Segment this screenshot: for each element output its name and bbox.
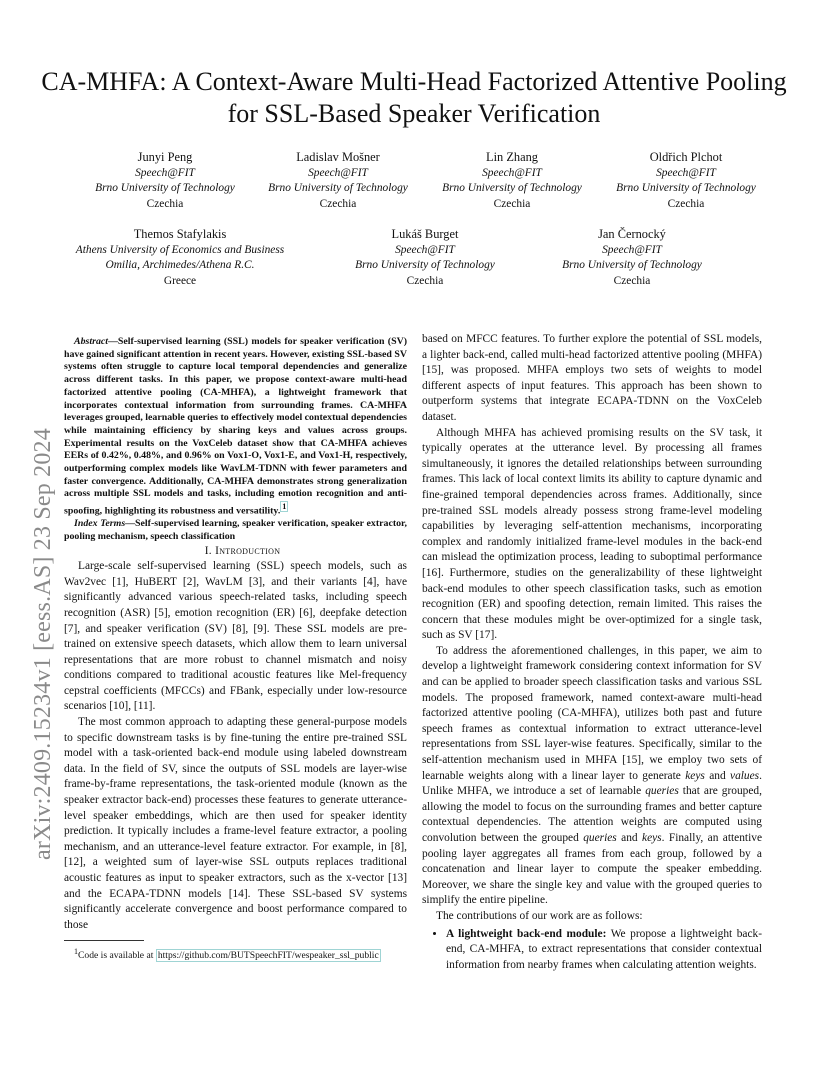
author-dept: Speech@FIT [308, 166, 368, 179]
intro-paragraph: The most common approach to adapting these general-purpose models to specific downstream tasks is by fine-tuning the entire pre-trained SSL model with a task-oriented back-end module using labeled downstream data. In the field of SV, since the outputs of SSL models are layer-wise frame-by-frame representations, the task-oriented module (known as the speaker extractor back-end) processes these features to generate utterance-level speaker embeddings, which are then used for speaker identity prediction. It typically includes a frame-level feature extractor, a pooling mechanism, and an utterance-level feature extractor. For example, in [8], [12], a weighted sum of layer-wise SSL outputs replaces traditional acoustic features as input to speaker extractors, such as the x-vector [13] and the ECAPA-TDNN models [14]. These SSL-based SV systems significantly accelerate convergence and boost performance compared to those [64, 716, 407, 931]
author-org: Brno University of Technology [95, 182, 235, 194]
author-block [243, 150, 433, 212]
bullet-text: We propose a lightweight back-end, CA-MHFA, to extract representations that consider contextual information from nearby frames when calculating attention weights. [446, 927, 762, 971]
author-name: Jan Černocký [598, 227, 666, 241]
body-paragraph: Although MHFA has achieved promising results on the SV task, it typically operates at the utterance level. By processing all frames simultaneously, it ignores the detailed relationships between surrounding frames. This lack of local context limits its ability to capture dynamic and fine-grained temporal dependencies across frames. Additionally, since pre-trained SSL models already possess strong frame-level modeling capabilities by leveraging self-attention mechanisms, incorporating complex and randomly initialized frame-level modules in the back-end can mislead the optimization process, leading to suboptimal performance [16]. Furthermore, studies on the generalizability of these lightweight back-end modules to other speech classification tasks, such as emotion recognition (ER) and spoofing detection, remain limited. This raises the concern that these modules might be over-optimized for a single task, such as SV [17]. [422, 426, 762, 642]
abstract: Abstract—Self-supervised learning (SSL) models for speaker verification (SV) have gained significant attention in recent years. However, existing SSL-based SV systems often struggle to capture local temporal dependencies and generalize across different tasks. In this paper, we propose context-aware multi-head factorized attentive pooling (CA-MHFA), a lightweight framework that incorporates contextual information from surrounding frames. CA-MHFA leverages grouped, learnable queries to effectively model contextual dependencies while maintaining efficiency by sharing keys and values across groups. Experimental results on the VoxCeleb dataset show that CA-MHFA achieves EERs of 0.42%, 0.48%, and 0.96% on Vox1-O, Vox1-E, and Vox1-H, respectively, outperforming complex models like WavLM-TDNN with fewer parameters and faster convergence. Additionally, CA-MHFA demonstrates strong generalization across multiple SSL models and tasks, including emotion recognition and anti-spoofing, highlighting its robustness and versatility. $^1$ [64, 336, 407, 517]
section-title: Introduction [215, 544, 281, 557]
index-terms: Index Terms—Self-supervised learning, speaker verification, speaker extractor, pooling mechanism, speech classification [64, 518, 407, 542]
footnote-ref-link[interactable]: 1 [282, 502, 287, 512]
author-place: Czechia [613, 274, 651, 287]
text-run: . Finally, an attentive pooling layer aggregates all frames from each group, followed by a concatenation and linear layer to compute the speaker embedding. Moreover, we share the single key and value with the grouped queries to simplify the entire pipeline. [422, 832, 763, 907]
section-heading [64, 544, 407, 560]
text-run: and [621, 832, 638, 844]
author-block [330, 227, 520, 289]
author-block [60, 227, 300, 289]
author-dept: Speech@FIT [135, 166, 195, 179]
author-dept: Speech@FIT [602, 243, 662, 256]
footnote-url-link[interactable]: https://github.com/BUTSpeechFIT/wespeaker_ssl_public [157, 950, 379, 962]
author-org: Brno University of Technology [562, 259, 702, 271]
body-paragraph: The contributions of our work are as follows: [436, 909, 643, 922]
term-values: values [730, 769, 760, 782]
author-place: Czechia [406, 274, 444, 287]
text-run: that are grouped, allowing the model to focus on the surrounding frames and better capture contextual dependencies. The attention weights are computed using convolution between the grouped [422, 785, 762, 844]
author-org: Brno University of Technology [268, 182, 408, 194]
section-number: I. [204, 544, 212, 557]
author-place: Czechia [667, 197, 705, 210]
abstract-label: Abstract [74, 336, 109, 347]
author-org: Omilia, Archimedes/Athena R.C. [105, 259, 255, 271]
author-place: Czechia [146, 197, 184, 210]
author-block [417, 150, 607, 212]
term-keys: keys [642, 832, 662, 844]
author-name: Junyi Peng [137, 150, 193, 164]
author-org: Brno University of Technology [355, 259, 495, 271]
text-run: . Unlike MHFA, we introduce a set of learnable [422, 769, 762, 798]
index-terms-label: Index Terms [74, 518, 126, 530]
author-dept: Speech@FIT [656, 166, 716, 179]
author-place: Greece [163, 274, 197, 287]
author-name: Lukáš Burget [391, 227, 459, 241]
author-block [70, 150, 260, 212]
text-run: To address the aforementioned challenges, in this paper, we aim to develop a lightweight framework considering context information for SV and can be applied to broader speech classification tasks and various SSL models. The proposed framework, named context-aware multi-head factorized attentive pooling (CA-MHFA), utilizes both past and future speech frames as contextual information to extract utterance-level representations from SSL layer-wise features. Specifically, similar to the self-attention mechanism used in MHFA [15], we employ two sets of learnable weights along with a linear layer to generate [422, 644, 762, 782]
index-terms-text: Self-supervised learning, speaker verification, speaker extractor, pooling mechanism, speech classification [64, 518, 407, 542]
arxiv-stamp: arXiv:2409.15234v1 [eess.AS] 23 Sep 2024 [30, 428, 56, 860]
intro-paragraph: Large-scale self-supervised learning (SSL) speech models, such as Wav2vec [1], HuBERT [2], WavLM [3], and their variants [4], have significantly advanced various speech-related tasks, including speech recognition (ASR) [5], emotion recognition (ER) [6], deepfake detection [7], and speaker verification (SV) [8], [9]. These SSL models are pre-trained on extensive speech datasets, which allow them to learn universal representations that are more robust to channel mismatch and noisy conditions compared to traditional acoustic features like Mel-frequency cepstral coefficients (MFCCs) and FBank, especially under low-resource scenarios [10], [11]. [64, 560, 407, 713]
footnote-mark: 1 [74, 947, 78, 956]
term-queries: queries [645, 785, 679, 798]
author-dept: Speech@FIT [395, 243, 455, 256]
left-column [64, 336, 407, 933]
author-name: Oldřich Plchot [649, 150, 723, 164]
author-dept: Speech@FIT [482, 166, 542, 179]
term-queries: queries [583, 832, 617, 844]
abstract-text: Self-supervised learning (SSL) models for speaker verification (SV) have gained significant attention in recent years. However, existing SSL-based SV systems often struggle to capture local temporal dependencies and generalize across different tasks. In this paper, we propose context-aware multi-head factorized attentive pooling (CA-MHFA), a lightweight framework that incorporates contextual information from surrounding frames. CA-MHFA leverages grouped, learnable queries to effectively model contextual dependencies while maintaining efficiency by sharing keys and values across groups. Experimental results on the VoxCeleb dataset show that CA-MHFA achieves EERs of 0.42%, 0.48%, and 0.96% on Vox1-O, Vox1-E, and Vox1-H, respectively, outperforming complex models like WavLM-TDNN with fewer parameters and faster convergence. Additionally, CA-MHFA demonstrates strong generalization across multiple SSL models and tasks, including emotion recognition and anti-spoofing, highlighting its robustness and versatility. [64, 336, 407, 517]
footnote-text: Code is available at [78, 950, 154, 962]
author-org: Brno University of Technology [616, 182, 756, 194]
contribution-list [422, 927, 762, 974]
body-paragraph: based on MFCC features. To further explore the potential of SSL models, a lighter back-end, called multi-head factorized attentive pooling (MHFA) [15], was proposed. MHFA employs two sets of weights to model different aspects of input features. This approach has been shown to outperform systems that integrate ECAPA-TDNN on the VoxCeleb dataset. [422, 333, 762, 423]
term-keys: keys [685, 769, 705, 782]
author-org: Brno University of Technology [442, 182, 582, 194]
text-run: and [709, 769, 726, 782]
author-name: Themos Stafylakis [133, 227, 227, 241]
paper-title: CA-MHFA: A Context-Aware Multi-Head Factorized Attentive Pooling for SSL-Based Speaker Verification [41, 67, 787, 128]
author-place: Czechia [493, 197, 531, 210]
footnote [64, 946, 407, 963]
author-name: Lin Zhang [486, 150, 538, 164]
body-paragraph [422, 644, 762, 909]
author-block [591, 150, 781, 212]
author-block [537, 227, 727, 289]
footnote-rule [64, 940, 144, 941]
author-place: Czechia [319, 197, 357, 210]
author-dept: Athens University of Economics and Business [75, 243, 285, 256]
author-name: Ladislav Mošner [296, 150, 380, 164]
list-item [446, 927, 762, 974]
bullet-title: A lightweight back-end module: [446, 927, 607, 940]
right-column [422, 332, 762, 973]
